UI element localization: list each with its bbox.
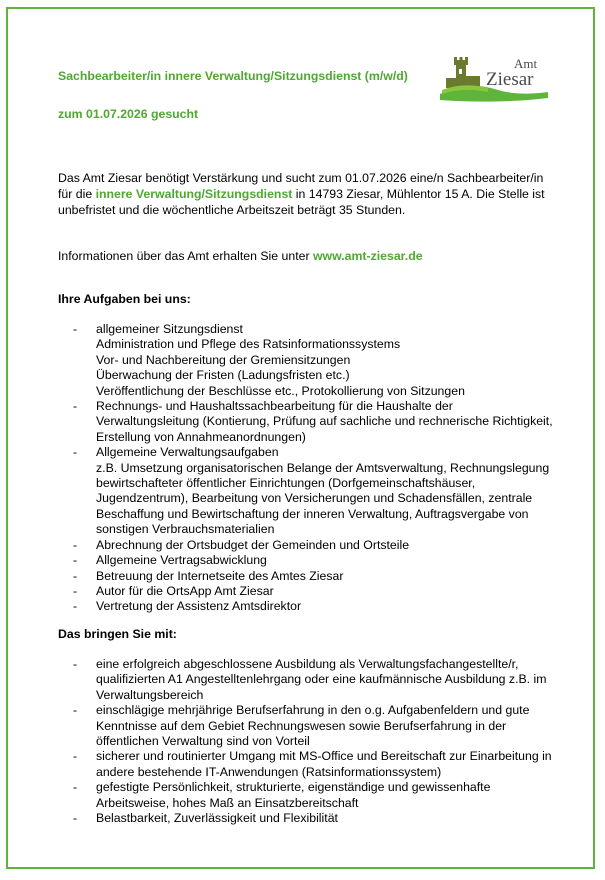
list-item-text: gefestigte Persönlichkeit, strukturierte, eigenständige und gewissenhafte Arbeitsweise, hohes Maß an Einsatzbereitschaft — [96, 780, 491, 810]
list-item-text: sicherer und routinierter Umgang mit MS-Office und Bereitschaft zur Einarbeitung in andere bestehende IT-Anwendungen (Ratsinformationssystem) — [96, 749, 552, 779]
bullet-dash: - — [73, 322, 78, 336]
castle-tower-logo — [438, 52, 550, 104]
list-item — [58, 569, 558, 584]
profile-heading: Das bringen Sie mit: — [58, 627, 177, 641]
bullet-dash: - — [73, 657, 78, 671]
bullet-dash: - — [73, 445, 78, 460]
logo-text-ziesar: Ziesar — [486, 69, 534, 90]
list-item — [58, 322, 558, 399]
list-item — [58, 657, 558, 703]
list-item — [58, 399, 558, 445]
list-item-text: Allgemeine Vertragsabwicklung — [96, 553, 267, 568]
bullet-dash: - — [73, 553, 78, 568]
job-title: Sachbearbeiter/in innere Verwaltung/Sitzungsdienst (m/w/d) — [58, 69, 408, 83]
list-item-text: Belastbarkeit, Zuverlässigkeit und Flexibilität — [96, 811, 338, 826]
list-item-text: Autor für die OrtsApp Amt Ziesar — [96, 583, 274, 598]
list-item-text: einschlägige mehrjährige Berufserfahrung in den o.g. Aufgabenfeldern und gute Kenntnisse auf dem Gebiet Rechnungswesen sowie Berufserfahrung in der öffentlichen Verwaltung sind von Vorteil — [96, 703, 530, 749]
bullet-dash: - — [73, 599, 78, 614]
intro-text-2: in 14793 Ziesar, Mühlentor 15 A. Die Stelle ist unbefristet und die wöchentliche Arbeitszeit beträgt 35 Stunden. — [58, 187, 545, 217]
list-item — [58, 811, 558, 826]
list-item-text: Vertretung der Assistenz Amtsdirektor — [96, 599, 302, 614]
list-item-text: Administration und Pflege des Ratsinformationssystems — [96, 337, 401, 352]
bullet-dash: - — [73, 568, 78, 583]
list-item-text: Vor- und Nachbereitung der Gremiensitzungen — [96, 352, 351, 367]
list-item-text: Rechnungs- und Haushaltssachbearbeitung für die Haushalte der Verwaltungsleitung (Kontierung, Prüfung auf sachliche und rechnerische Richtigkeit, Erstellung von Annahmeanordnungen) — [96, 399, 553, 444]
tasks-list — [58, 322, 558, 615]
list-item-text: eine erfolgreich abgeschlossene Ausbildung als Verwaltungsfachangestellte/r, qualifizierten A1 Angestelltenlehrgang oder eine kaufmännische Ausbildung z.B. im Verwaltungsbereich — [96, 657, 547, 702]
list-item — [58, 599, 558, 614]
profile-list — [58, 657, 558, 826]
list-item-text: allgemeiner Sitzungsdienst — [96, 322, 243, 336]
list-item — [58, 780, 558, 811]
bullet-dash: - — [73, 703, 78, 718]
list-item-text: z.B. Umsetzung organisatorischen Belange der Amtsverwaltung, Rechnungslegung bewirtschafteter öffentlicher Einrichtungen (Dorfgemeinschaftshäuser, Jugendzentrum), Bearbeitung von Versicherungen und Schadensfällen, zentrale Beschaffung und Bewirtschaftung der inneren Verwaltung, Auftragsvergabe von sonstigen Verbrauchsmaterialien — [96, 460, 550, 537]
list-item — [58, 553, 558, 568]
bullet-dash: - — [73, 537, 78, 552]
bullet-dash: - — [73, 811, 78, 826]
intro-text-1: Das Amt Ziesar benötigt Verstärkung und sucht zum 01.07.2026 eine/n Sachbearbeiter/in für die — [58, 171, 544, 201]
list-item — [58, 584, 558, 599]
list-item-text: Allgemeine Verwaltungsaufgaben — [96, 445, 279, 460]
intro-paragraph — [58, 170, 558, 218]
bullet-dash: - — [73, 399, 78, 414]
list-item — [58, 703, 558, 749]
list-item-text: Veröffentlichung der Beschlüsse etc., Protokollierung von Sitzungen — [96, 383, 465, 398]
tasks-heading: Ihre Aufgaben bei uns: — [58, 292, 191, 306]
bullet-dash: - — [73, 583, 78, 598]
website-link[interactable]: www.amt-ziesar.de — [312, 249, 423, 263]
list-item — [58, 538, 558, 553]
start-date-line: zum 01.07.2026 gesucht — [58, 107, 199, 121]
list-item — [58, 749, 558, 780]
list-item-text: Betreuung der Internetseite des Amtes Ziesar — [96, 568, 344, 583]
list-item — [58, 445, 558, 537]
list-item-text: Abrechnung der Ortsbudget der Gemeinden und Ortsteile — [96, 537, 410, 552]
bullet-dash: - — [73, 749, 78, 764]
info-text: Informationen über das Amt erhalten Sie unter — [58, 249, 313, 263]
logo-text-amt: Amt — [514, 56, 538, 71]
intro-highlight: innere Verwaltung/Sitzungsdienst — [95, 187, 293, 201]
bullet-dash: - — [73, 780, 78, 795]
info-line — [58, 249, 423, 263]
list-item-text: Überwachung der Fristen (Ladungsfristen etc.) — [96, 368, 350, 383]
